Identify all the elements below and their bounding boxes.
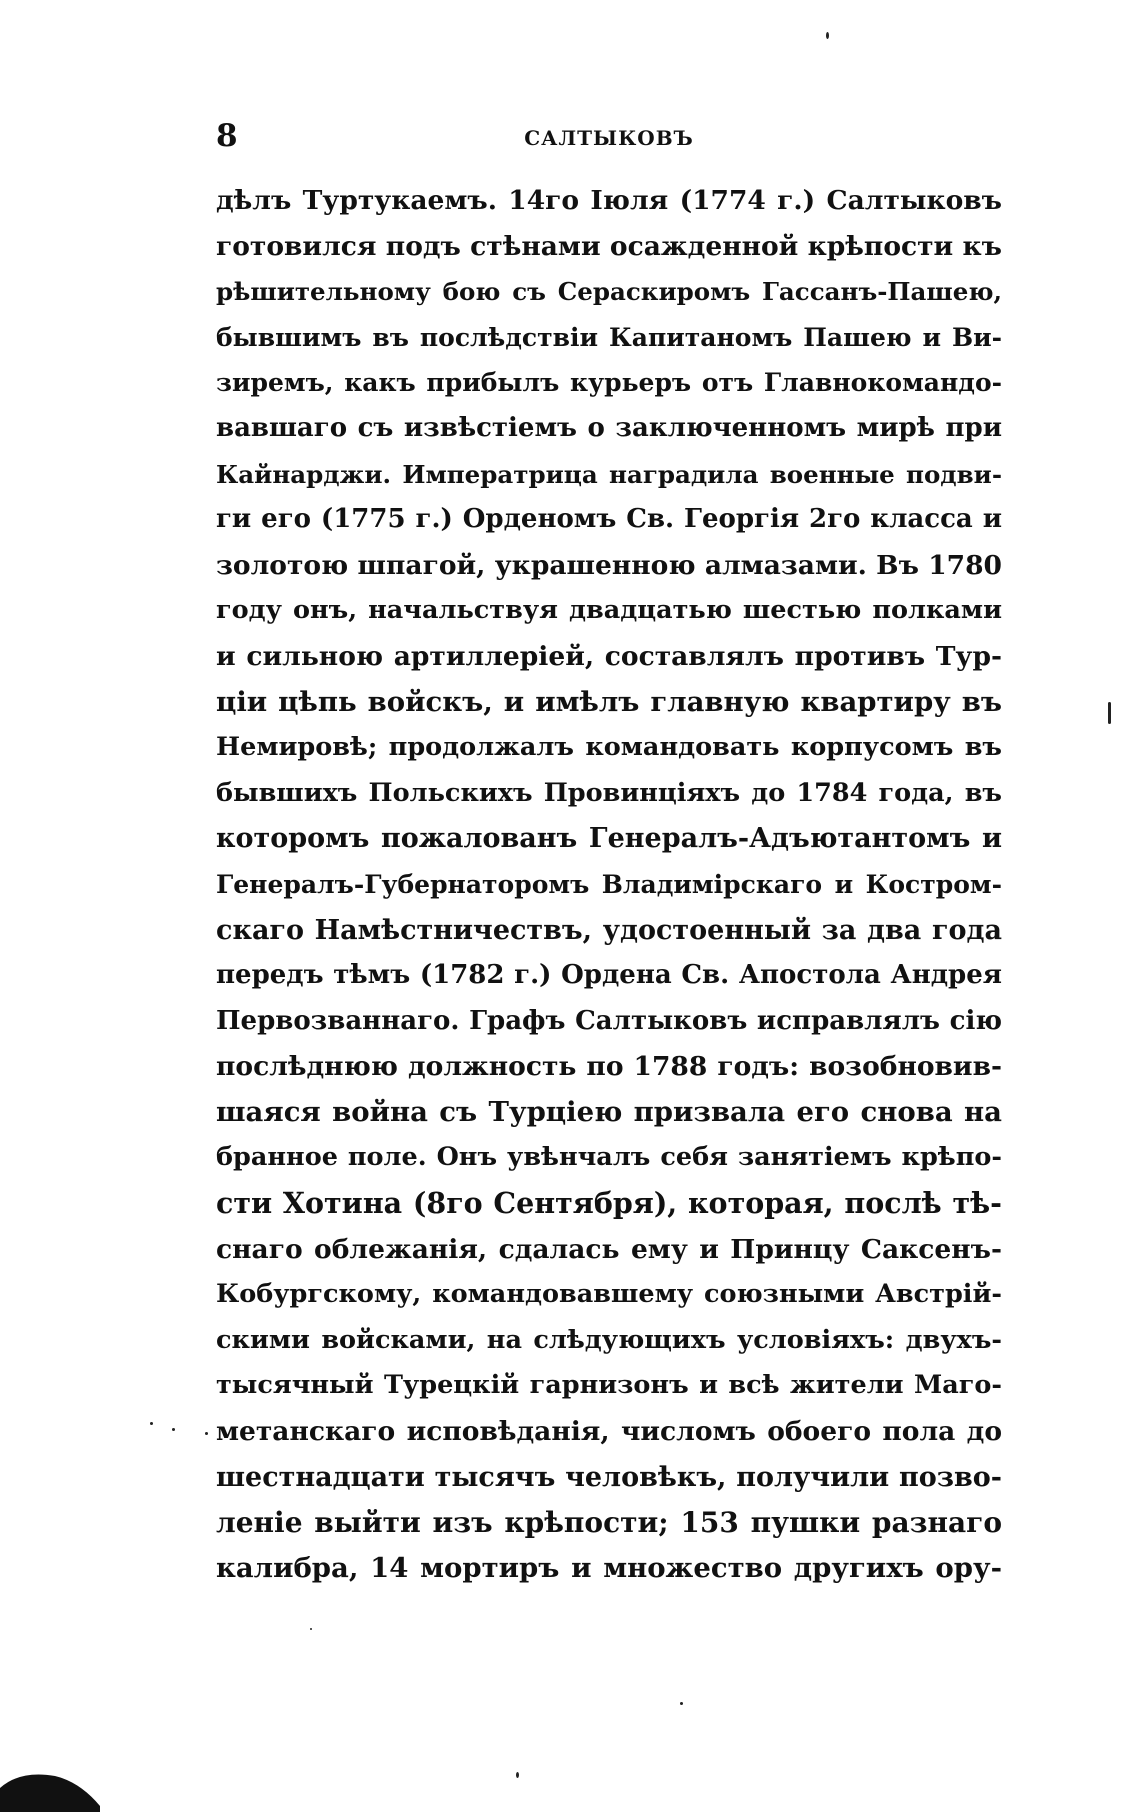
text-line: бранное поле. Онъ увѣнчалъ себя занятіемъ крѣпо-: [216, 1142, 1002, 1173]
ink-speck: [205, 1432, 208, 1435]
ink-speck: [826, 32, 829, 39]
running-head: САЛТЫКОВЪ: [524, 126, 694, 150]
body-text: [216, 178, 1002, 1591]
ink-speck: [1108, 702, 1111, 724]
text-line: Кобургскому, командовавшему союзными Австрій-: [216, 1279, 1002, 1310]
text-line: бывшихъ Польскихъ Провинціяхъ до 1784 года, въ: [216, 777, 1002, 808]
text-line: рѣшительному бою съ Сераскиромъ Гассанъ-Пашею,: [216, 277, 1002, 307]
ink-speck: [310, 1628, 312, 1630]
page-header: [216, 118, 1002, 162]
text-line: передъ тѣмъ (1782 г.) Ордена Св. Апостола Андрея: [216, 960, 1002, 991]
page-edge-shadow: [0, 1758, 100, 1812]
text-line: скаго Намѣстничествъ, удостоенный за два года: [216, 914, 1002, 946]
text-line: дѣлъ Туртукаемъ. 14го Іюля (1774 г.) Салтыковъ: [216, 185, 1002, 216]
text-line: и сильною артиллеріей, составлялъ противъ Тур-: [216, 640, 1002, 672]
text-line: ціи цѣпь войскъ, и имѣлъ главную квартиру въ: [216, 685, 1002, 718]
text-line: ги его (1775 г.) Орденомъ Св. Георгія 2го класса и: [216, 504, 1002, 535]
text-line: Немировѣ; продолжалъ командовать корпусомъ въ: [216, 732, 1002, 763]
text-line: леніе выйти изъ крѣпости; 153 пушки разнаго: [216, 1506, 1002, 1540]
text-line: Первозваннаго. Графъ Салтыковъ исправлялъ сію: [216, 1005, 1002, 1036]
text-line: золотою шпагой, украшенною алмазами. Въ 1780: [216, 549, 1002, 581]
ink-speck: [680, 1702, 683, 1705]
text-line: скими войсками, на слѣдующихъ условіяхъ: двухъ-: [216, 1324, 1002, 1355]
text-line: Генералъ-Губернаторомъ Владимірскаго и Костром-: [216, 869, 1002, 899]
text-line: тысячный Турецкій гарнизонъ и всѣ жители Маго-: [216, 1370, 1002, 1401]
text-line: сти Хотина (8го Сентября), которая, послѣ тѣ-: [216, 1186, 1002, 1221]
page-number: 8: [216, 118, 238, 154]
text-line: году онъ, начальствуя двадцатью шестью полками: [216, 595, 1002, 626]
text-line: калибра, 14 мортиръ и множество другихъ ору-: [216, 1551, 1002, 1584]
text-line: метанскаго исповѣданія, числомъ обоего пола до: [216, 1416, 1002, 1448]
ink-speck: [172, 1428, 175, 1431]
text-line: бывшимъ въ послѣдствіи Капитаномъ Пашею и Ви-: [216, 322, 1002, 352]
text-line: шестнадцати тысячъ человѣкъ, получили позво-: [216, 1461, 1002, 1493]
text-line: послѣднюю должность по 1788 годъ: возобновив-: [216, 1051, 1002, 1083]
text-line: зиремъ, какъ прибылъ курьеръ отъ Главнокомандо-: [216, 368, 1002, 398]
text-line: Кайнарджи. Императрица наградила военные подви-: [216, 459, 1002, 489]
text-line: готовился подъ стѣнами осажденной крѣпости къ: [216, 230, 1002, 262]
text-line: вавшаго съ извѣстіемъ о заключенномъ мирѣ при: [216, 412, 1002, 443]
ink-speck: [516, 1772, 519, 1778]
ink-speck: [150, 1422, 153, 1425]
text-line: которомъ пожалованъ Генералъ-Адъютантомъ и: [216, 823, 1002, 855]
text-line: шаяся война съ Турціею призвала его снова на: [216, 1095, 1002, 1128]
text-line: снаго облежанія, сдалась ему и Принцу Саксенъ-: [216, 1233, 1002, 1265]
